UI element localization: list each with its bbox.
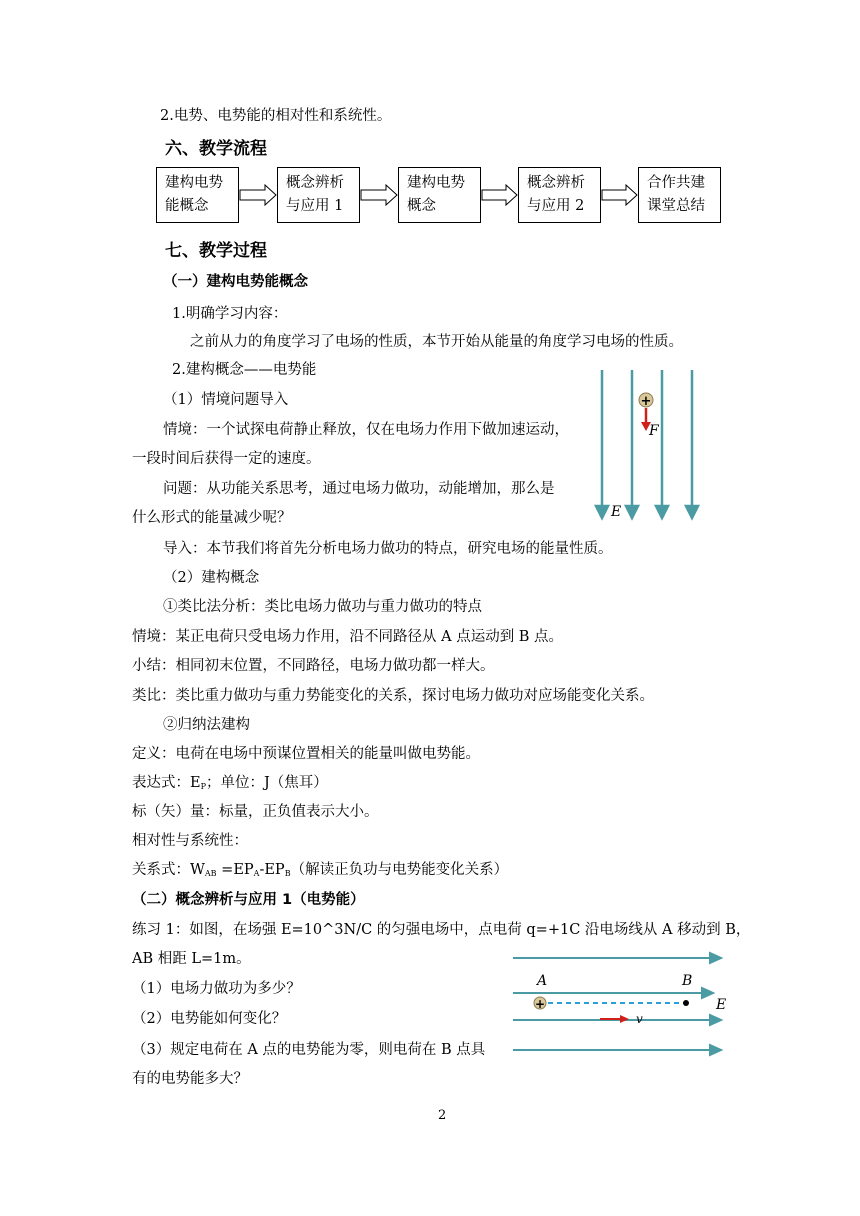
- field-figure-vertical: [590, 368, 705, 523]
- field-label-2: E: [716, 997, 727, 1013]
- flow-step-1-line2: 能概念: [165, 198, 209, 214]
- lead-in: 导入：本节我们将首先分析电场力做功的特点，研究电场的能量性质。: [163, 541, 613, 557]
- situation-line1: 情境：一个试探电荷静止释放，仅在电场力作用下做加速运动，: [163, 422, 569, 438]
- scalar: 标（矢）量：标量，正负值表示大小。: [132, 804, 379, 820]
- induction-title: ②归纳法建构: [163, 717, 250, 733]
- flow-arrow-icon-4: [602, 185, 637, 205]
- flow-step-1-line1: 建构电势: [165, 175, 223, 191]
- part1-title: （一）建构电势能概念: [163, 274, 308, 290]
- relation-mid2: -EP: [259, 862, 285, 878]
- velocity-label: v: [636, 1012, 643, 1026]
- flow-step-2-line2: 与应用 1: [286, 198, 344, 214]
- p1-item2: 2.建构概念——电势能: [172, 362, 317, 378]
- flow-step-5-line2: 课堂总结: [647, 198, 705, 214]
- flow-arrow-icon-1: [240, 185, 276, 205]
- relation: [132, 858, 508, 879]
- flow-step-4-line1: 概念辨析: [527, 175, 585, 191]
- relation-suffix: （解读正负功与电势能变化关系）: [290, 862, 509, 878]
- expression-suffix: ；单位：J（焦耳）: [205, 775, 328, 791]
- relation-sub2: A: [253, 869, 260, 878]
- flow-arrows: [0, 0, 860, 260]
- force-label: F: [649, 423, 659, 439]
- velocity-arrow-icon: [600, 1015, 629, 1023]
- relation-prefix: 关系式：W: [132, 862, 205, 878]
- expression-sub: P: [200, 782, 206, 791]
- relation-sub3: B: [284, 869, 291, 878]
- section7-title: 七、教学过程: [165, 241, 267, 261]
- summary: 小结：相同初末位置，不同路径，电场力做功都一样大。: [132, 658, 495, 674]
- section6-title: 六、教学流程: [165, 139, 267, 159]
- flow-arrow-icon-3: [482, 185, 517, 205]
- point-b-dot: [683, 1000, 689, 1006]
- part2-title: （二）概念辨析与应用 1（电势能）: [132, 892, 365, 908]
- p1-item1-text: 之前从力的角度学习了电场的性质，本节开始从能量的角度学习电场的性质。: [190, 334, 683, 350]
- relation-mid1: =EP: [216, 862, 254, 878]
- question-1: （1）电场力做功为多少？: [132, 981, 301, 997]
- question-2: （2）电势能如何变化？: [132, 1011, 287, 1027]
- question-line1: 问题：从功能关系思考，通过电场力做功，动能增加，那么是: [163, 481, 555, 497]
- analogy: 类比：类比重力做功与重力势能变化的关系，探讨电场力做功对应场能变化关系。: [132, 688, 654, 704]
- field-figure-horizontal: [510, 950, 730, 1060]
- label-b: B: [682, 973, 693, 989]
- question-3-line2: 有的电势能多大？: [132, 1071, 248, 1087]
- expression: [132, 771, 328, 792]
- relation-sub1: AB: [204, 869, 217, 878]
- analogy-situation: 情境：某正电荷只受电场力作用，沿不同路径从 A 点运动到 B 点。: [132, 629, 564, 645]
- exercise-line2: AB 相距 L=1m。: [132, 951, 251, 967]
- flow-step-3-line2: 概念: [407, 198, 436, 214]
- flow-step-2-line1: 概念辨析: [286, 175, 344, 191]
- charge-sign: +: [640, 394, 652, 409]
- page-number: 2: [438, 1108, 447, 1123]
- exercise-line1: 练习 1：如图，在场强 E=10^3N/C 的匀强电场中，点电荷 q=+1C 沿电场线从 A 移动到 B，: [132, 922, 751, 938]
- p1-sub1: （1）情境问题导入: [163, 392, 289, 408]
- intro-line: 2.电势、电势能的相对性和系统性。: [160, 108, 392, 124]
- analogy-title: ①类比法分析：类比电场力做功与重力做功的特点: [163, 599, 482, 615]
- flow-arrow-icon-2: [361, 185, 397, 205]
- situation-line2: 一段时间后获得一定的速度。: [132, 451, 321, 467]
- p1-sub2: （2）建构概念: [163, 570, 260, 586]
- flow-step-3-line1: 建构电势: [407, 175, 465, 191]
- field-label: E: [611, 504, 622, 520]
- flow-step-5-line1: 合作共建: [647, 175, 705, 191]
- label-a: A: [537, 973, 548, 989]
- definition: 定义：电荷在电场中预谋位置相关的能量叫做电势能。: [132, 746, 480, 762]
- question-line2: 什么形式的能量减少呢？: [132, 510, 292, 526]
- relativity: 相对性与系统性：: [132, 833, 248, 849]
- p1-item1: 1.明确学习内容：: [172, 306, 288, 322]
- expression-prefix: 表达式：E: [132, 775, 201, 791]
- flow-step-4-line2: 与应用 2: [527, 198, 585, 214]
- question-3-line1: （3）规定电荷在 A 点的电势能为零，则电荷在 B 点具: [132, 1042, 486, 1058]
- charge-sign-2: +: [534, 997, 546, 1011]
